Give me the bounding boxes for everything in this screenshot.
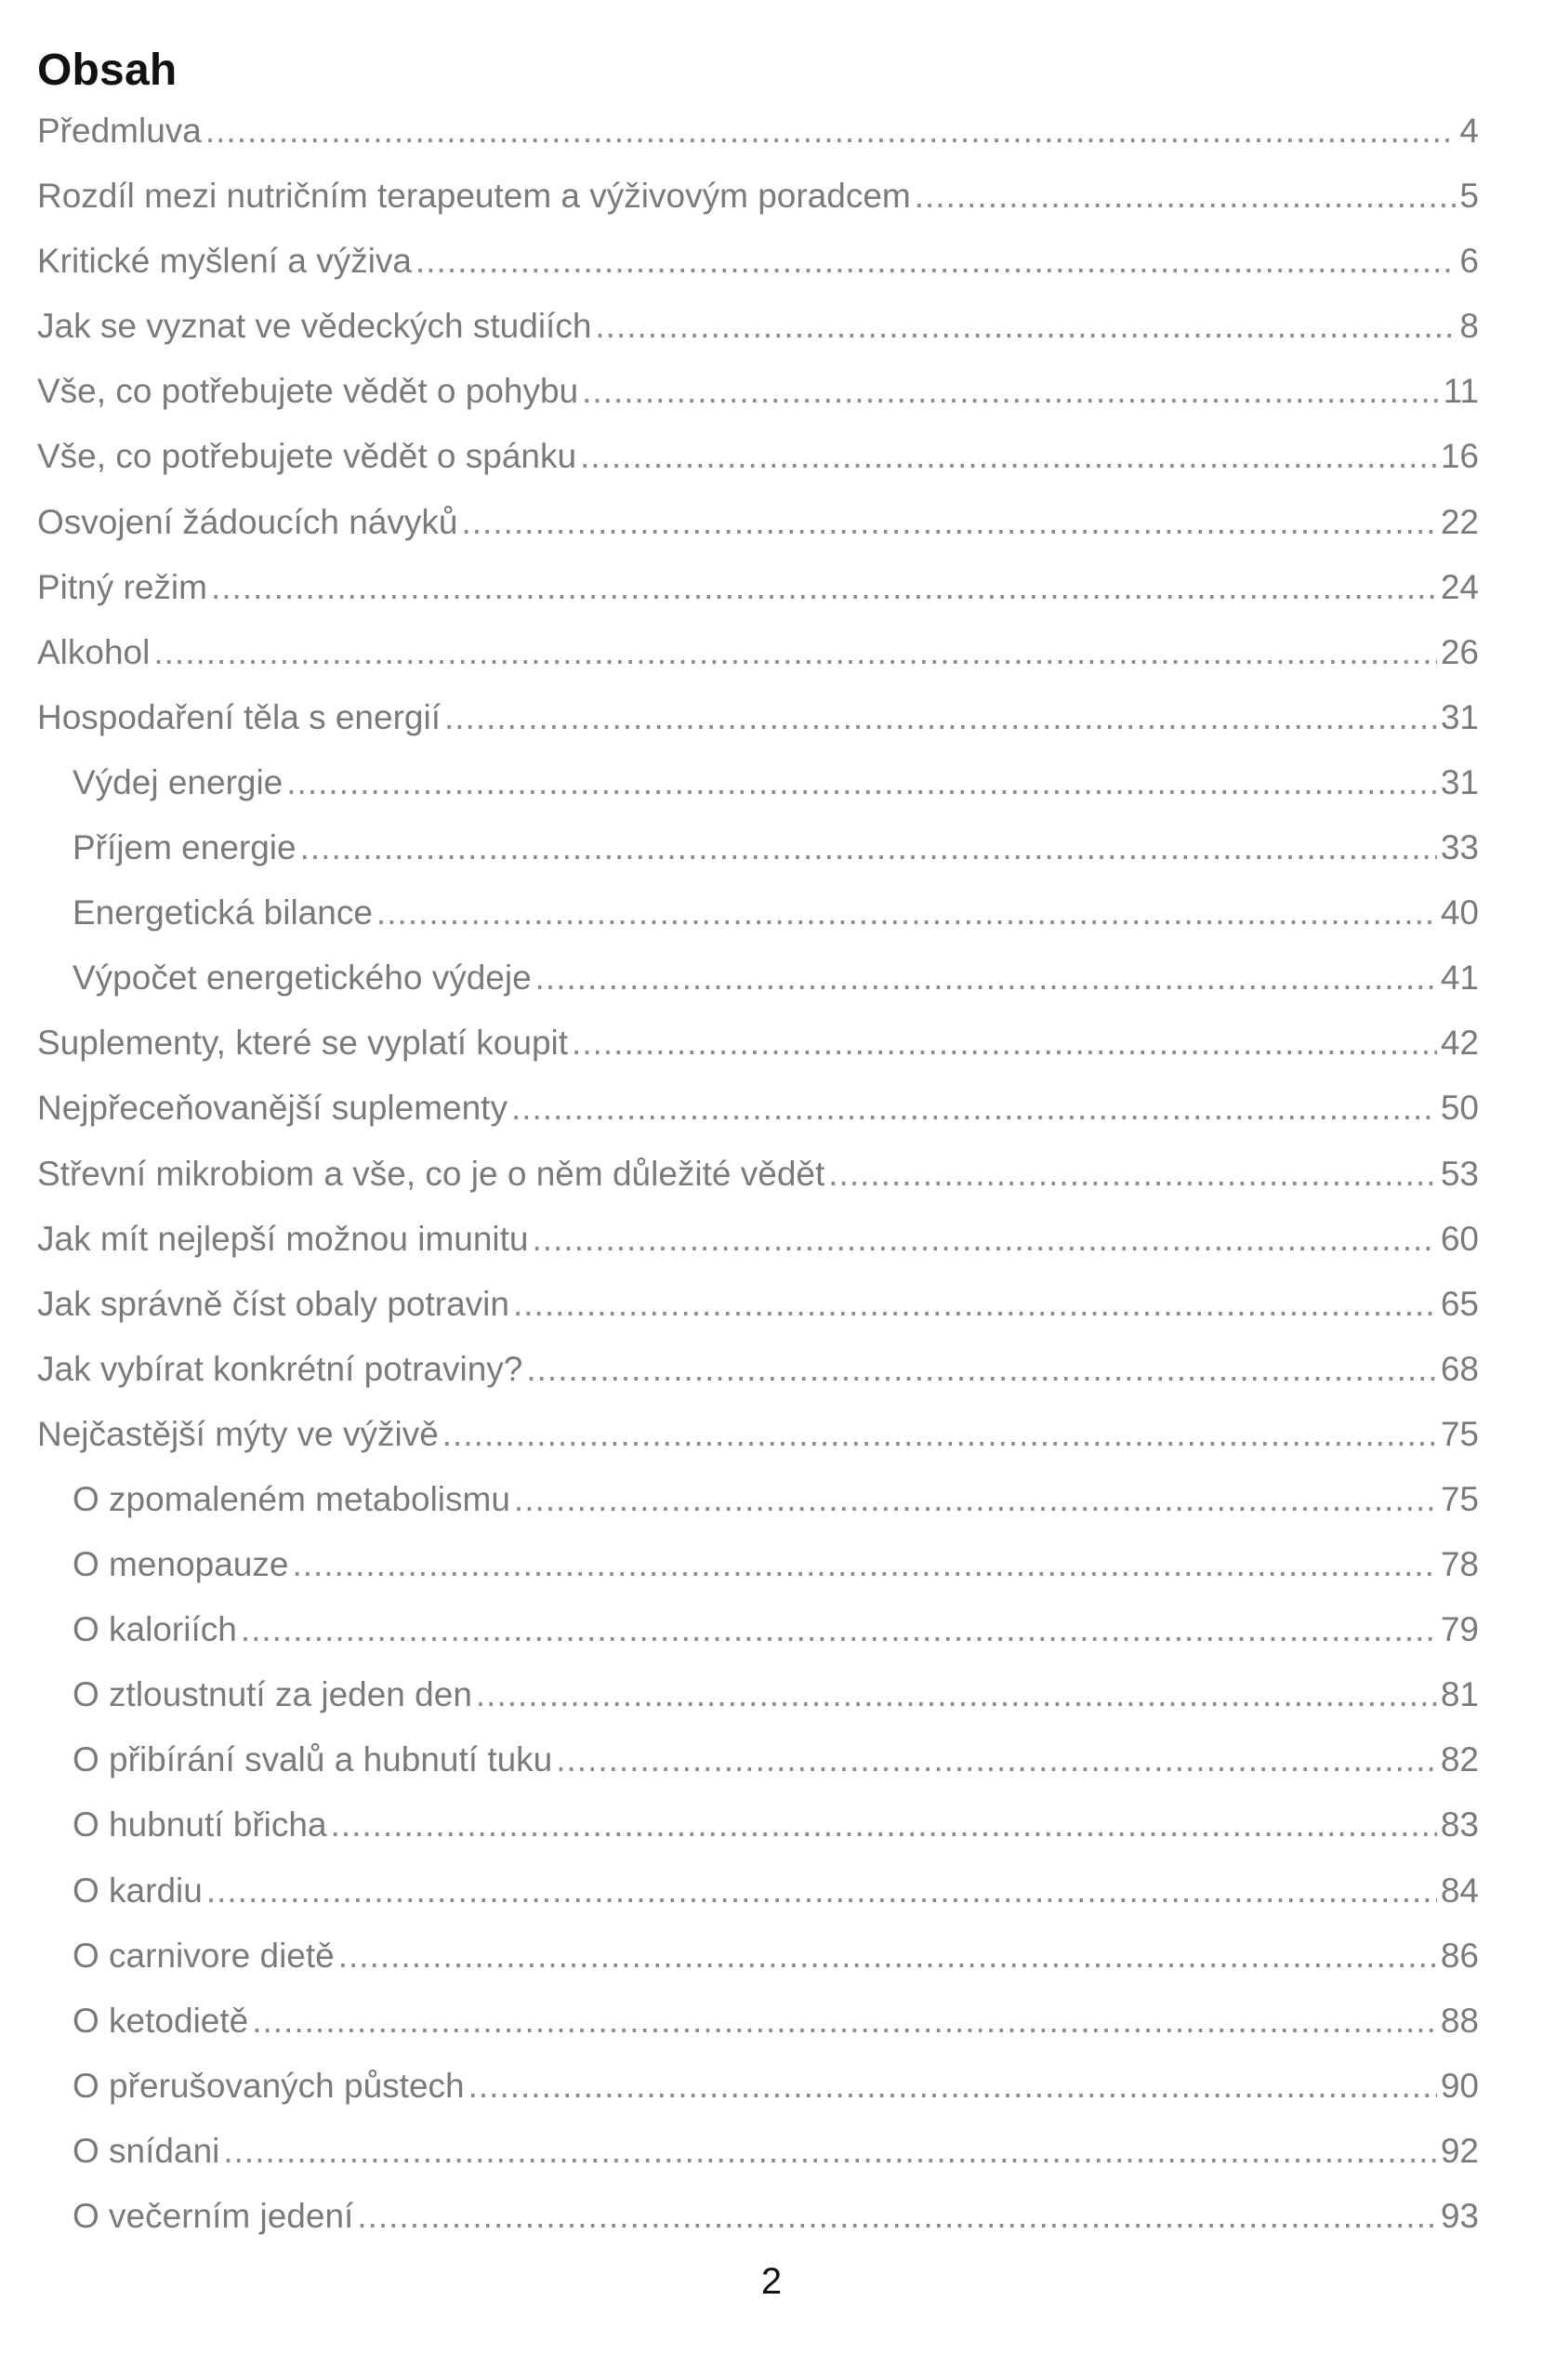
toc-entry-label: O ztloustnutí za jeden den [73,1675,472,1714]
toc-entry-label: O zpomaleném metabolismu [73,1479,510,1518]
toc-entry-label: Suplementy, které se vyplatí koupit [37,1024,569,1063]
toc-entry-label: O večerním jedení [73,2197,354,2235]
toc-entry-page-number: 8 [1459,307,1479,346]
toc-entry[interactable] [37,229,1479,294]
toc-entry-label: O menopauze [73,1545,289,1584]
toc-entry[interactable] [37,359,1479,424]
toc-entry[interactable] [37,880,1479,945]
dot-leader [300,815,1437,880]
toc-entry[interactable] [37,2119,1479,2184]
dot-leader [206,1858,1437,1924]
dot-leader [915,164,1457,229]
toc-entry-label: Výpočet energetického výdeje [73,959,532,998]
dot-leader [535,945,1437,1011]
dot-leader [468,2054,1437,2119]
toc-entry-label: Alkohol [37,632,151,671]
toc-entry-page-number: 40 [1440,893,1479,932]
toc-entry-page-number: 84 [1440,1871,1479,1910]
dot-leader [153,620,1436,685]
toc-entry[interactable] [37,1337,1479,1402]
toc-entry-label: Příjem energie [73,828,297,867]
toc-entry-page-number: 16 [1440,437,1479,476]
toc-entry[interactable] [37,1727,1479,1792]
dot-leader [511,1076,1437,1141]
toc-entry-page-number: 60 [1440,1219,1479,1258]
toc-entry[interactable] [37,1532,1479,1597]
toc-entry[interactable] [37,1272,1479,1337]
toc-entry-page-number: 33 [1440,828,1479,867]
dot-leader [595,294,1456,359]
toc-entry-label: Jak vybírat konkrétní potraviny? [37,1349,523,1388]
toc-entry[interactable] [37,1011,1479,1076]
toc-entry-label: Kritické myšlení a výživa [37,242,412,281]
toc-entry[interactable] [37,164,1479,229]
dot-leader [513,1272,1437,1337]
toc-entry-page-number: 42 [1440,1024,1479,1063]
toc-entry-label: O přerušovaných půstech [73,2066,465,2105]
toc-entry-label: O kardiu [73,1871,203,1910]
toc-entry-page-number: 92 [1440,2131,1479,2170]
toc-entry[interactable] [37,1924,1479,1989]
toc-entry-label: Jak se vyznat ve vědeckých studiích [37,307,592,346]
toc-entry-page-number: 90 [1440,2066,1479,2105]
dot-leader [476,1662,1437,1727]
page-title: Obsah [37,46,178,96]
toc-entry-page-number: 26 [1440,632,1479,671]
toc-entry-page-number: 86 [1440,1936,1479,1975]
toc-entry[interactable] [37,2054,1479,2119]
toc-entry-page-number: 81 [1440,1675,1479,1714]
toc-entry-page-number: 65 [1440,1284,1479,1323]
toc-entry-page-number: 79 [1440,1610,1479,1649]
toc-entry-label: Nejpřeceňovanější suplementy [37,1089,508,1128]
toc-entry-page-number: 88 [1440,2001,1479,2040]
dot-leader [357,2184,1437,2249]
toc-entry-label: Jak mít nejlepší možnou imunitu [37,1219,529,1258]
toc-entry[interactable] [37,1076,1479,1141]
toc-entry-label: Osvojení žádoucích návyků [37,502,458,541]
toc-entry[interactable] [37,620,1479,685]
toc-entry[interactable] [37,1142,1479,1207]
toc-entry-page-number: 83 [1440,1805,1479,1844]
toc-entry[interactable] [37,2184,1479,2249]
dot-leader [292,1532,1436,1597]
dot-leader [526,1337,1436,1402]
toc-entry-page-number: 53 [1440,1154,1479,1193]
dot-leader [241,1597,1437,1662]
dot-leader [205,99,1457,164]
toc-entry-label: O ketodietě [73,2001,249,2040]
toc-entry[interactable] [37,1597,1479,1662]
toc-entry[interactable] [37,685,1479,750]
toc-entry-label: Předmluva [37,112,202,150]
dot-leader [461,490,1436,555]
toc-entry-label: Vše, co potřebujete vědět o pohybu [37,372,579,411]
dot-leader [582,359,1439,424]
toc-entry-label: O hubnutí břicha [73,1805,327,1844]
toc-entry-page-number: 24 [1440,567,1479,606]
table-of-contents [37,99,1479,2249]
toc-entry-label: Rozdíl mezi nutričním terapeutem a výživovým poradcem [37,177,911,216]
dot-leader [415,229,1456,294]
toc-entry-label: O přibírání svalů a hubnutí tuku [73,1740,553,1779]
toc-entry[interactable] [37,1989,1479,2054]
toc-entry-label: Jak správně číst obaly potravin [37,1284,509,1323]
toc-entry-label: Pitný režim [37,567,207,606]
toc-entry-page-number: 22 [1440,502,1479,541]
toc-entry-label: Hospodaření těla s energií [37,697,441,736]
dot-leader [580,424,1437,489]
toc-entry-page-number: 50 [1440,1089,1479,1128]
toc-entry-page-number: 31 [1440,697,1479,736]
toc-entry[interactable] [37,490,1479,555]
toc-entry-label: O kaloriích [73,1610,237,1649]
toc-entry-page-number: 6 [1459,242,1479,281]
dot-leader [572,1011,1437,1076]
toc-entry-page-number: 31 [1440,762,1479,801]
toc-entry[interactable] [37,1207,1479,1272]
dot-leader [223,2119,1436,2184]
dot-leader [444,685,1437,750]
dot-leader [211,555,1437,620]
dot-leader [331,1792,1437,1858]
toc-entry-label: Vše, co potřebujete vědět o spánku [37,437,577,476]
dot-leader [828,1142,1437,1207]
toc-entry[interactable] [37,99,1479,164]
toc-entry-page-number: 75 [1440,1414,1479,1453]
dot-leader [514,1467,1437,1532]
dot-leader [338,1924,1437,1989]
toc-entry[interactable] [37,1402,1479,1467]
dot-leader [286,750,1437,815]
toc-entry[interactable] [37,815,1479,880]
toc-entry-page-number: 11 [1443,372,1479,411]
toc-entry-page-number: 82 [1440,1740,1479,1779]
toc-entry[interactable] [37,1858,1479,1924]
toc-entry[interactable] [37,1467,1479,1532]
toc-entry-page-number: 41 [1440,959,1479,998]
toc-entry-page-number: 4 [1459,112,1479,150]
dot-leader [533,1207,1437,1272]
toc-entry-label: Energetická bilance [73,893,373,932]
toc-entry[interactable] [37,555,1479,620]
toc-entry-page-number: 5 [1459,177,1479,216]
toc-entry-page-number: 68 [1440,1349,1479,1388]
toc-entry-page-number: 93 [1440,2197,1479,2235]
toc-entry-label: O snídani [73,2131,220,2170]
toc-entry[interactable] [37,424,1479,489]
toc-entry[interactable] [37,1662,1479,1727]
dot-leader [376,880,1437,945]
toc-entry[interactable] [37,1792,1479,1858]
toc-entry-label: Střevní mikrobiom a vše, co je o něm důležité vědět [37,1154,825,1193]
toc-entry-label: Výdej energie [73,762,284,801]
dot-leader [442,1402,1437,1467]
page-number: 2 [760,2261,783,2302]
toc-entry[interactable] [37,945,1479,1011]
toc-entry[interactable] [37,294,1479,359]
dot-leader [556,1727,1437,1792]
toc-entry-label: O carnivore dietě [73,1936,335,1975]
toc-entry[interactable] [37,750,1479,815]
dot-leader [252,1989,1437,2054]
toc-entry-label: Nejčastější mýty ve výživě [37,1414,439,1453]
toc-entry-page-number: 78 [1440,1545,1479,1584]
toc-entry-page-number: 75 [1440,1479,1479,1518]
